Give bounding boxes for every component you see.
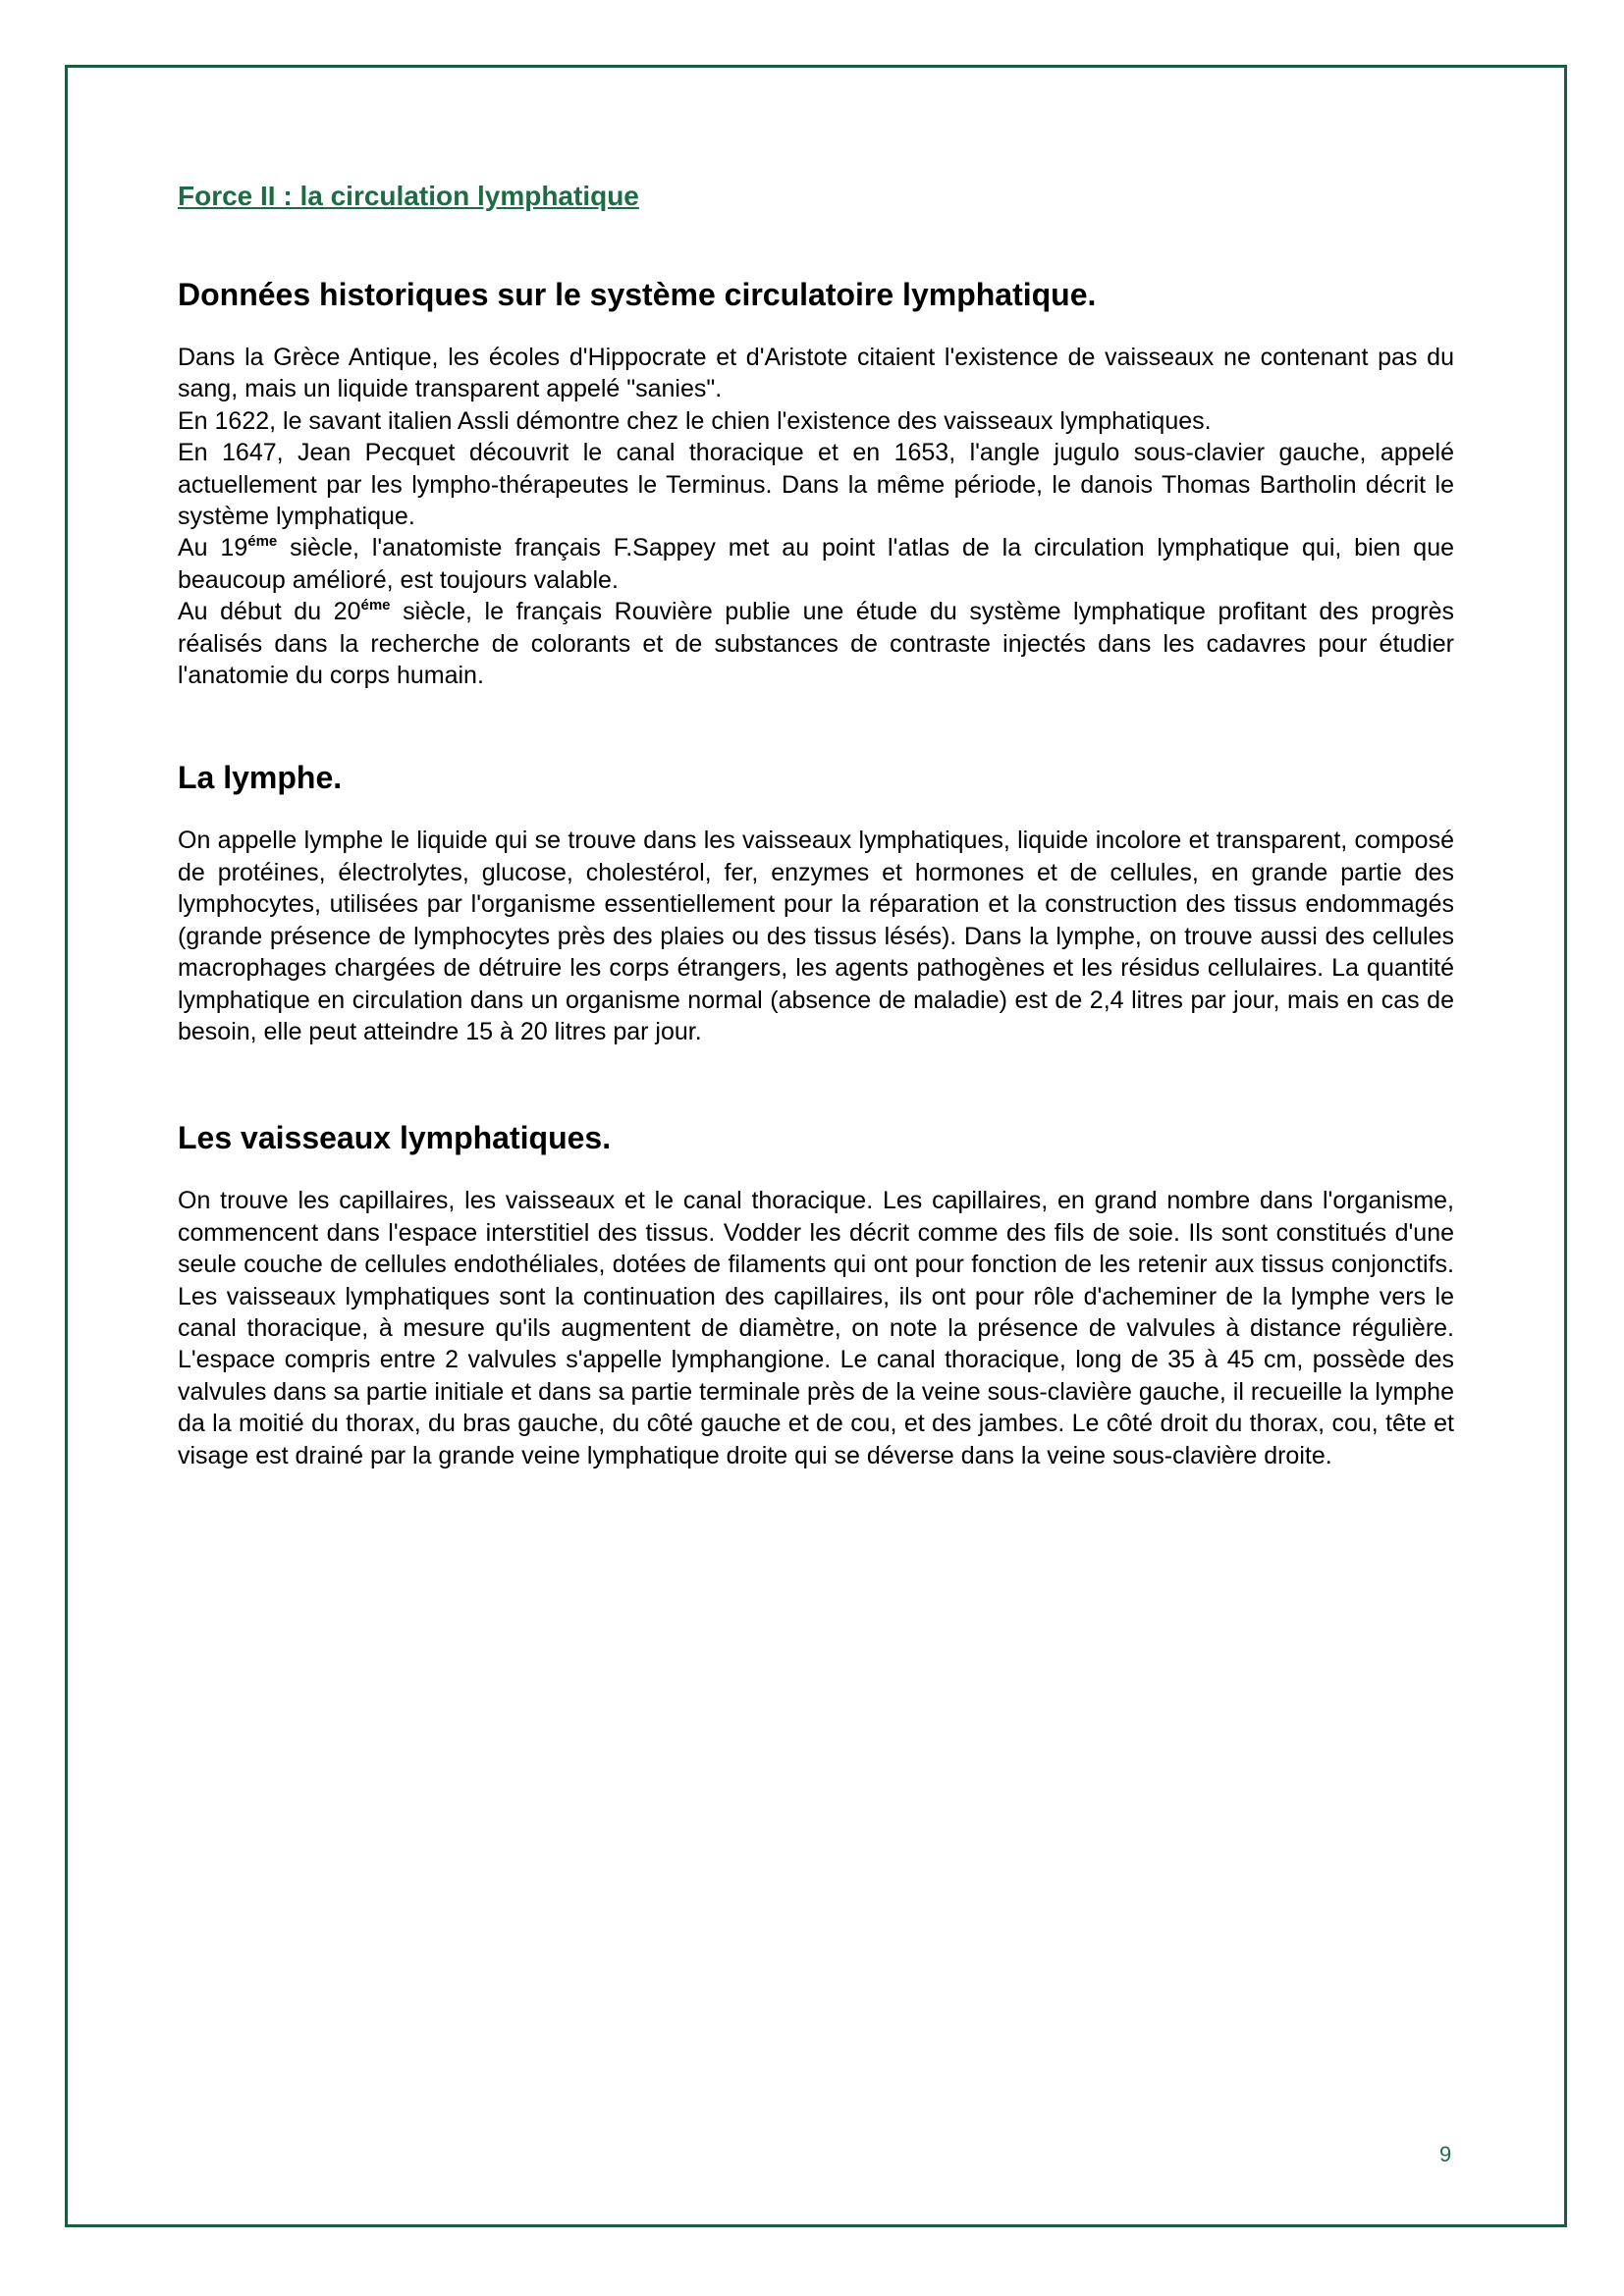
document-body bbox=[178, 177, 1454, 1471]
heading-lymphe: La lymphe. bbox=[178, 760, 343, 796]
lymphe-block bbox=[178, 825, 1454, 1047]
historique-paragraph-5 bbox=[178, 596, 1454, 691]
historique-paragraph-1: Dans la Grèce Antique, les écoles d'Hippocrate et d'Aristote citaient l'existence de vaisseaux ne contenant pas du sang, mais un liquide transparent appelé "sanies". bbox=[178, 344, 1454, 403]
vaisseaux-block bbox=[178, 1185, 1454, 1471]
historique-p5-sup: éme bbox=[360, 597, 391, 614]
historique-paragraph-4 bbox=[178, 532, 1454, 596]
vaisseaux-paragraph: On trouve les capillaires, les vaisseaux et le canal thoracique. Les capillaires, en grand nombre dans l'organisme, commencent dans l'espace interstitiel des tissus. Vodder les décrit comme des fils de soie. Ils sont constitués d'une seule couche de cellules endothéliales, dotées de filaments qui ont pour fonction de les retenir aux tissus conjonctifs. Les vaisseaux lymphatiques sont la continuation des capillaires, ils ont pour rôle d'acheminer de la lymphe vers le canal thoracique, à mesure qu'ils augmentent de diamètre, on note la présence de valvules à distance régulière. L'espace compris entre 2 valvules s'appelle lymphangione. Le canal thoracique, long de 35 à 45 cm, possède des valvules dans sa partie initiale et dans sa partie terminale près de la veine sous-clavière gauche, il recueille la lymphe da la moitié du thorax, du bras gauche, du côté gauche et de cou, et des jambes. Le côté droit du thorax, cou, tête et visage est drainé par la grande veine lymphatique droite qui se déverse dans la veine sous-clavière droite. bbox=[178, 1187, 1454, 1469]
lymphe-paragraph: On appelle lymphe le liquide qui se trouve dans les vaisseaux lymphatiques, liquide incolore et transparent, composé de protéines, électrolytes, glucose, cholestérol, fer, enzymes et hormones et de cellules, en grande partie des lymphocytes, utilisées par l'organisme essentiellement pour la réparation et la construction des tissus endommagés (grande présence de lymphocytes près des plaies ou des tissus lésés). Dans la lymphe, on trouve aussi des cellules macrophages chargées de détruire les corps étrangers, les agents pathogènes et les résidus cellulaires. La quantité lymphatique en circulation dans un organisme normal (absence de maladie) est de 2,4 litres par jour, mais en cas de besoin, elle peut atteindre 15 à 20 litres par jour. bbox=[178, 827, 1454, 1045]
historique-p5-post: siècle, le français Rouvière publie une étude du système lymphatique profitant des progrès réalisés dans la recherche de colorants et de substances de contraste injectés dans les cadavres pour étudier l'anatomie du corps humain. bbox=[178, 598, 1454, 690]
page-number: 9 bbox=[1439, 2142, 1452, 2166]
historique-p4-pre: Au 19 bbox=[178, 534, 248, 562]
historique-paragraph-3: En 1647, Jean Pecquet découvrit le canal thoracique et en 1653, l'angle jugulo sous-clavier gauche, appelé actuellement par les lympho-thérapeutes le Terminus. Dans la même période, le danois Thomas Bartholin décrit le système lymphatique. bbox=[178, 439, 1454, 531]
historique-p4-sup: éme bbox=[247, 533, 278, 551]
historique-p5-pre: Au début du 20 bbox=[178, 598, 361, 626]
heading-vaisseaux: Les vaisseaux lymphatiques. bbox=[178, 1120, 612, 1156]
section-title: Force II : la circulation lymphatique bbox=[178, 181, 639, 211]
historique-p4-post: siècle, l'anatomiste français F.Sappey met au point l'atlas de la circulation lymphatique qui, bien que beaucoup amélioré, est toujours valable. bbox=[178, 534, 1454, 594]
historique-paragraph-2: En 1622, le savant italien Assli démontre chez le chien l'existence des vaisseaux lymphatiques. bbox=[178, 406, 1212, 435]
heading-historique: Données historiques sur le système circulatoire lymphatique. bbox=[178, 277, 1097, 312]
historique-block bbox=[178, 342, 1454, 691]
